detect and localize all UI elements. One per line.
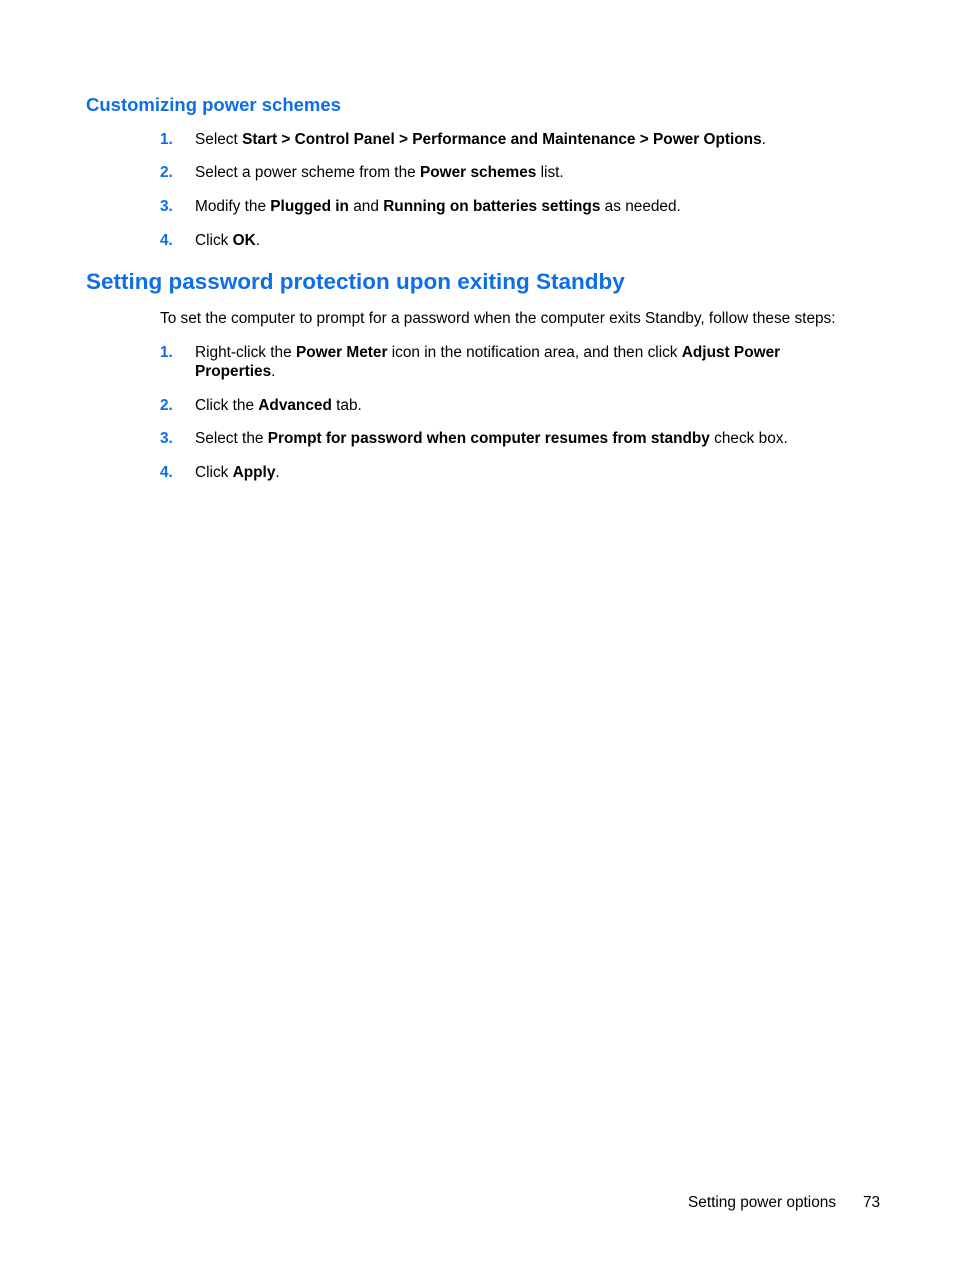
- step-text: Select a power scheme from the Power schemes list.: [195, 164, 564, 181]
- step-text: Click Apply.: [195, 464, 280, 481]
- step-text: Select the Prompt for password when computer resumes from standby check box.: [195, 430, 788, 447]
- footer-page-number: 73: [863, 1194, 881, 1211]
- step-number: 4.: [160, 464, 173, 481]
- step-text: Select Start > Control Panel > Performance and Maintenance > Power Options.: [195, 131, 766, 148]
- section-heading-customizing-power-schemes: Customizing power schemes: [86, 94, 341, 115]
- step-text: Right-click the Power Meter icon in the notification area, and then click Adjust Power Properties.: [195, 344, 781, 380]
- footer-section-title: Setting power options: [688, 1194, 837, 1211]
- step-number: 3.: [160, 198, 173, 215]
- step-text: Modify the Plugged in and Running on batteries settings as needed.: [195, 198, 681, 215]
- section-heading-password-protection: Setting password protection upon exiting Standby: [86, 269, 625, 294]
- step-text: Click OK.: [195, 232, 260, 249]
- step-number: 2.: [160, 164, 173, 181]
- step-number: 4.: [160, 232, 173, 249]
- step-number: 1.: [160, 131, 173, 148]
- step-number: 2.: [160, 397, 173, 414]
- step-number: 3.: [160, 430, 173, 447]
- step-text: Click the Advanced tab.: [195, 397, 362, 414]
- step-number: 1.: [160, 344, 173, 361]
- intro-paragraph: To set the computer to prompt for a password when the computer exits Standby, follow these steps:: [160, 310, 836, 327]
